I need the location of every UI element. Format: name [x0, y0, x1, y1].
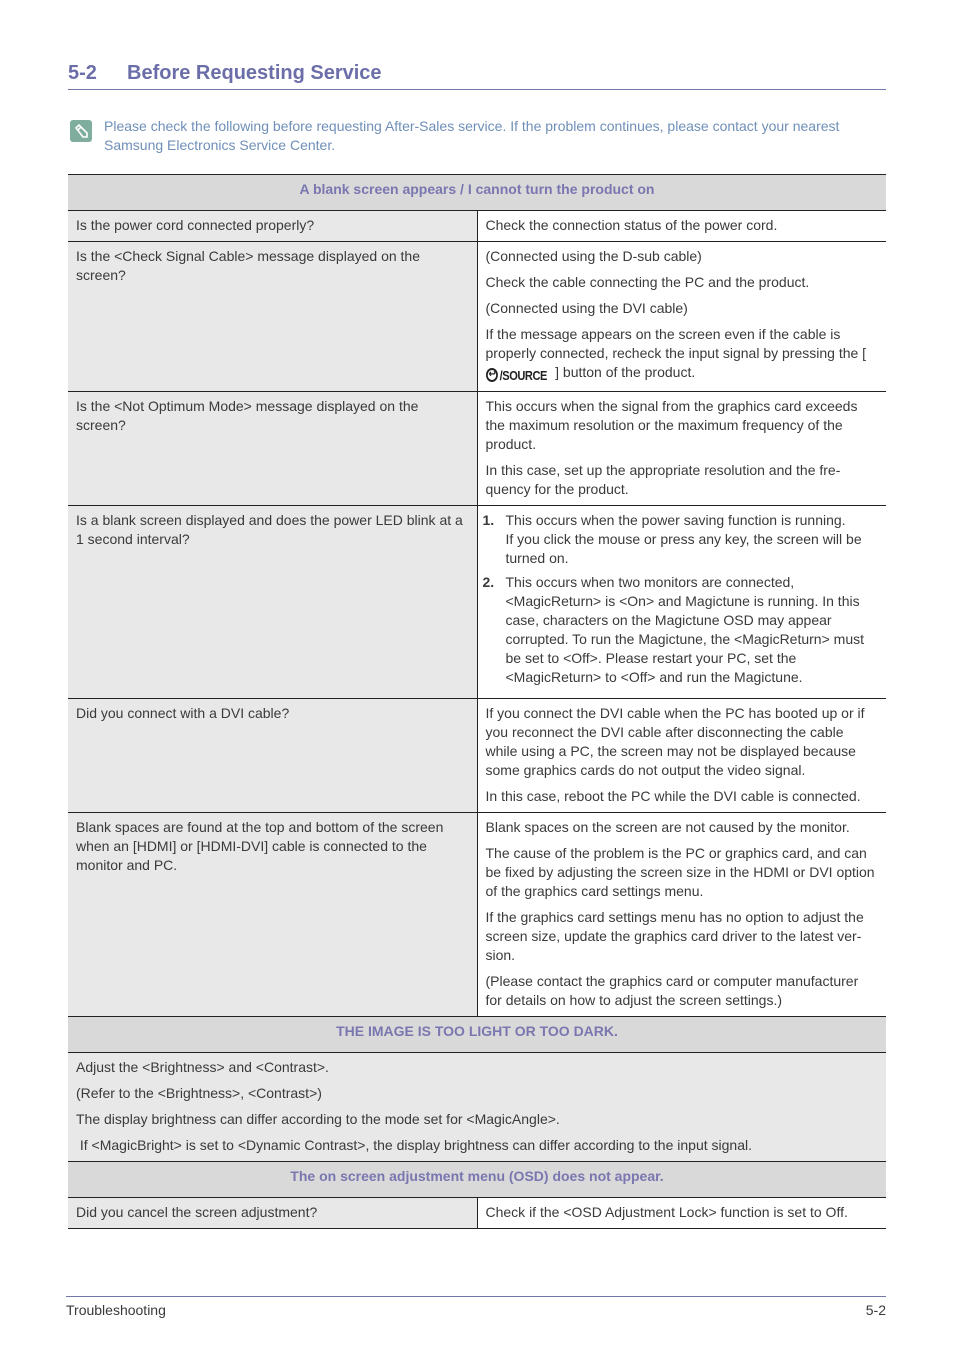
- answer-text: (Please contact the graphics card or computer manufacturer for details on how to adjust the screen settings.): [485, 972, 859, 1008]
- table-row: [68, 1197, 886, 1228]
- answer-text: If the graphics card settings menu has no option to adjust the screen size, update the graphics card driver to the latest ver-sion.: [485, 908, 864, 963]
- table-row: [68, 391, 886, 505]
- answer-cell: [477, 242, 886, 392]
- answer-text-part: If the message appears on the screen even if the cable is properly connected, recheck the input signal by pressing the [: [485, 326, 867, 361]
- list-text: This occurs when two monitors are connected, <MagicReturn> is <On> and Magictune is running. In this case, characters on the Magictune OSD may appear corrupted. To run the Magictune, the <MagicReturn> must be set to <Off>. Please restart your PC, set the <MagicReturn> to <Off> and run the Magictune.: [505, 573, 864, 685]
- answer-cell: [477, 698, 886, 812]
- answer-cell: [477, 1197, 886, 1228]
- page-footer: [66, 1296, 886, 1318]
- page-title: [68, 62, 886, 90]
- section-heading: The on screen adjustment menu (OSD) does not appear.: [68, 1161, 886, 1197]
- source-label: /SOURCE: [499, 367, 547, 383]
- section-heading: THE IMAGE IS TOO LIGHT OR TOO DARK.: [68, 1016, 886, 1052]
- question-cell: Blank spaces are found at the top and bottom of the screen when an [HDMI] or [HDMI-DVI] cable is connected to the monitor and PC.: [68, 812, 477, 1016]
- numbered-list: [482, 511, 879, 687]
- list-number: 1.: [482, 511, 495, 528]
- answer-cell: [477, 812, 886, 1016]
- list-item: [482, 573, 879, 687]
- table-row: [68, 211, 886, 242]
- question-cell: Did you connect with a DVI cable?: [68, 698, 477, 812]
- list-number: 2.: [482, 573, 495, 590]
- table-row: [68, 812, 886, 1016]
- troubleshooting-table: [68, 174, 886, 1229]
- answer-text: Check the connection status of the power cord.: [485, 217, 778, 233]
- answer-cell: [477, 391, 886, 505]
- section-header-row: [68, 175, 886, 211]
- answer-text: Check the cable connecting the PC and the product.: [485, 274, 810, 290]
- answer-text: If you connect the DVI cable when the PC has booted up or if you reconnect the DVI cable after disconnecting the cable while using a PC, the screen may not be displayed because some graphics cards do not output the video signal.: [485, 704, 865, 778]
- list-text: This occurs when the power saving function is running.: [505, 511, 846, 528]
- answer-text: If <MagicBright> is set to <Dynamic Contrast>, the display brightness can differ according to the input signal.: [76, 1136, 752, 1153]
- question-cell: Is the <Check Signal Cable> message displayed on the screen?: [68, 242, 477, 392]
- footer-page-number: 5-2: [865, 1302, 886, 1318]
- answer-text: This occurs when the signal from the graphics card exceeds the maximum resolution or the maximum frequency of the product.: [485, 397, 858, 452]
- answer-text: Adjust the <Brightness> and <Contrast>.: [76, 1058, 329, 1075]
- answer-text: [486, 325, 879, 385]
- section-header-row: [68, 1161, 886, 1197]
- table-row: [68, 1052, 886, 1161]
- question-cell: Is the power cord connected properly?: [68, 211, 477, 242]
- full-width-cell: [68, 1052, 886, 1161]
- source-button-icon: [486, 366, 547, 385]
- answer-text: In this case, set up the appropriate resolution and the fre-quency for the product.: [485, 461, 841, 497]
- answer-text: Blank spaces on the screen are not caused by the monitor.: [485, 818, 850, 835]
- answer-text: Check if the <OSD Adjustment Lock> function is set to Off.: [485, 1203, 848, 1220]
- question-cell: Is the <Not Optimum Mode> message displayed on the screen?: [68, 391, 477, 505]
- question-cell: Is a blank screen displayed and does the power LED blink at a 1 second interval?: [68, 505, 477, 698]
- table-row: [68, 242, 886, 392]
- answer-text: (Refer to the <Brightness>, <Contrast>): [76, 1084, 322, 1101]
- pencil-note-icon: [70, 120, 92, 142]
- table-row: [68, 505, 886, 698]
- answer-text: The cause of the problem is the PC or graphics card, and can be fixed by adjusting the screen size in the HDMI or DVI option of the graphics card settings menu.: [485, 844, 875, 899]
- section-heading: A blank screen appears / I cannot turn the product on: [68, 175, 886, 211]
- answer-text: In this case, reboot the PC while the DVI cable is connected.: [485, 787, 861, 804]
- answer-cell: [477, 505, 886, 698]
- answer-text: (Connected using the D-sub cable): [485, 248, 702, 264]
- answer-cell: [477, 211, 886, 242]
- list-item: [482, 511, 879, 568]
- note-text: Please check the following before requesting After-Sales service. If the problem continues, please contact your nearest Samsung Electronics Service Center.: [104, 118, 840, 153]
- enter-icon: ↩: [486, 368, 498, 382]
- section-number: 5-2: [68, 62, 97, 84]
- list-text: If you click the mouse or press any key, the screen will be turned on.: [505, 530, 862, 566]
- section-title: Before Requesting Service: [127, 62, 382, 84]
- answer-text-part: ] button of the product.: [555, 364, 696, 380]
- table-row: [68, 698, 886, 812]
- question-cell: Did you cancel the screen adjustment?: [68, 1197, 477, 1228]
- answer-text: The display brightness can differ according to the mode set for <MagicAngle>.: [76, 1110, 560, 1127]
- answer-text: (Connected using the DVI cable): [485, 300, 688, 316]
- section-header-row: [68, 1016, 886, 1052]
- footer-chapter: Troubleshooting: [66, 1302, 166, 1318]
